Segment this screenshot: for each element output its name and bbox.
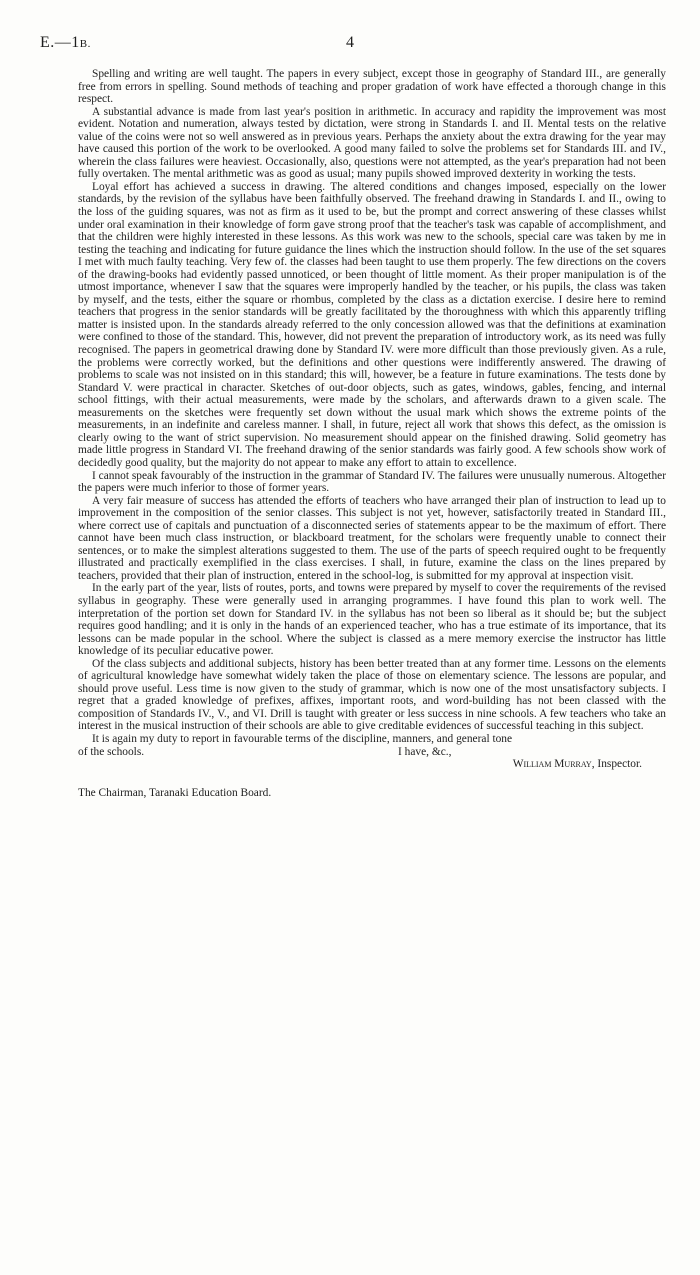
salutation: I have, &c.,	[398, 745, 452, 758]
paragraph-geography: In the early part of the year, lists of routes, ports, and towns were prepared by myself to cover the requirements of the revised syllabus in geography. These were generally used in arranging programmes. I have found this plan to work well. The interpretation of the portion set down for Standard IV. in the syllabus has not been so liberal as it should be; but the subject requires good handling; and it is only in the hands of an experienced teacher, who has a true estimate of its importance, that its lessons can be made popular in the school. Where the subject is classed as a mere memory exercise the instructor has little knowledge of its peculiar educative power.	[78, 582, 666, 658]
paragraph-spelling: Spelling and writing are well taught. The papers in every subject, except those in geography of Standard III., are generally free from errors in spelling. Sound methods of teaching and proper gradation of work have effected a thorough change in this respect.	[78, 68, 666, 106]
closing-block	[78, 733, 666, 771]
report-reference-prefix: E.—1	[40, 34, 80, 51]
signature	[78, 758, 666, 771]
report-body	[78, 68, 666, 733]
report-reference-suffix: B.	[79, 38, 91, 50]
closing-statement: It is again my duty to report in favourable terms of the discipline, manners, and general tone	[92, 733, 513, 745]
paragraph-arithmetic: A substantial advance is made from last year's position in arithmetic. In accuracy and rapidity the improvement was most evident. Notation and numeration, always tested by dictation, were strong in Standards I. and II. Mental tests on the relative value of the coins were not so well answered as in previous years. Perhaps the anxiety about the extra drawing for the year may have caused this portion of the work to be overlooked. A good many failed to solve the problems set for Standards III. and IV., wherein the class failures were heaviest. Occasionally, also, questions were not attempted, as the year's preparation had not been fully overtaken. The mental arithmetic was as good as usual; many pupils showed improved dexterity in working the tests.	[78, 105, 666, 181]
page-number: 4	[346, 34, 354, 51]
paragraph-grammar: I cannot speak favourably of the instruction in the grammar of Standard IV. The failures were unusually numerous. Altogether the papers were much inferior to those of former years.	[78, 469, 667, 495]
signature-name: William Murray	[512, 758, 592, 771]
signature-title: , Inspector.	[591, 758, 642, 771]
paragraph-class-subjects: Of the class subjects and additional subjects, history has been better treated than at any former time. Lessons on the elements of agricultural knowledge have somewhat widely taken the place of those on elementary science. The lessons are popular, and should prove useful. Less time is now given to the study of grammar, which is now one of the most unsatisfactory subjects. I regret that a graded knowledge of prefixes, affixes, important roots, and word-building has not been classed with the composition of Standards IV., V., and VI. Drill is taught with greater or less success in nine schools. A few teachers who take an interest in the musical instruction of their schools are able to give creditable evidences of successful teaching in this subject.	[78, 657, 666, 733]
paragraph-drawing: Loyal effort has achieved a success in drawing. The altered conditions and changes imposed, especially on the lower standards, by the revision of the syllabus have been faithfully observed. The freehand drawing in Standards I. and II., owing to the loss of the guiding squares, was not as firm as it used to be, but the prompt and correct answering of these classes whilst under oral examination in their knowledge of form gave strong proof that the teacher's task was capable of accomplishment, and that the children were highly interested in these lessons. As this work was new to the schools, special care was taken by me in testing the teaching and indicating for future guidance the lines which the instruction should follow. In the use of the set squares I met with much faulty teaching. Very few of. the classes had been taught to use them properly. The few directions on the covers of the drawing-books had evidently passed unnoticed, or been thought of little moment. As their proper manipulation is of the utmost importance, whenever I saw that the squares were improperly handled by the teacher, or his pupils, the class was taken by myself, and the tests, either the square or rhombus, completed by the class as a dictation exercise. I desire here to remind teachers that progress in the senior standards will be greatly facilitated by the thoroughness with which this apparently trifling matter is insisted upon. In the standards already referred to the only concession allowed was that the definitions at examination were confined to those of the standard. This, however, did not prevent the preparation of introductory work, as its need was fully recognised. The papers in geometrical drawing done by Standard IV. were more difficult than those previously given. As a rule, the problems were correctly worked, but the definitions and other questions were indifferently answered. The drawing of problems to scale was not insisted on in this standard; this will, however, be a feature in future examinations. The tests done by Standard V. were practical in character. Sketches of out-door objects, such as gates, windows, gables, fencing, and internal school fittings, with their actual measurements, were made by the scholars, and afterwards drawn to a given scale. The measurements on the sketches were frequently set down without the usual mark which shows the extreme points of the measurements, in an indefinite and careless manner. I shall, in future, reject all work that shows this defect, as the omission is clearly owing to the want of strict supervision. No measurement should appear on the finished drawing. Solid geometry has made little progress in Standard VI. The freehand drawing of the senior standards was fairly good. A few schools show work of decidedly good quality, but the majority do not appear to make any effort to attain to excellence.	[78, 180, 666, 469]
page-header	[40, 34, 660, 54]
addressee: The Chairman, Taranaki Education Board.	[78, 787, 272, 799]
closing-row	[78, 746, 666, 759]
paragraph-composition: A very fair measure of success has attended the efforts of teachers who have arranged their plan of instruction to lead up to improvement in the composition of the senior classes. This subject is not yet, however, satisfactorily treated in Standard III., where correct use of capitals and punctuation of a disconnected series of statements appear to be the maximum of effort. There cannot have been much class instruction, or blackboard treatment, for the scholars were frequently unable to connect their sentences, or to make the simplest alterations suggested to them. The use of the parts of speech required ought to be frequently illustrated and practically exemplified in the class exercises. I shall, in future, examine the class on the lines prepared by teachers, provided that their plan of instruction, entered in the school-log, is submitted for my approval at inspection visit.	[78, 494, 666, 582]
closing-statement-end: of the schools.	[78, 745, 145, 758]
